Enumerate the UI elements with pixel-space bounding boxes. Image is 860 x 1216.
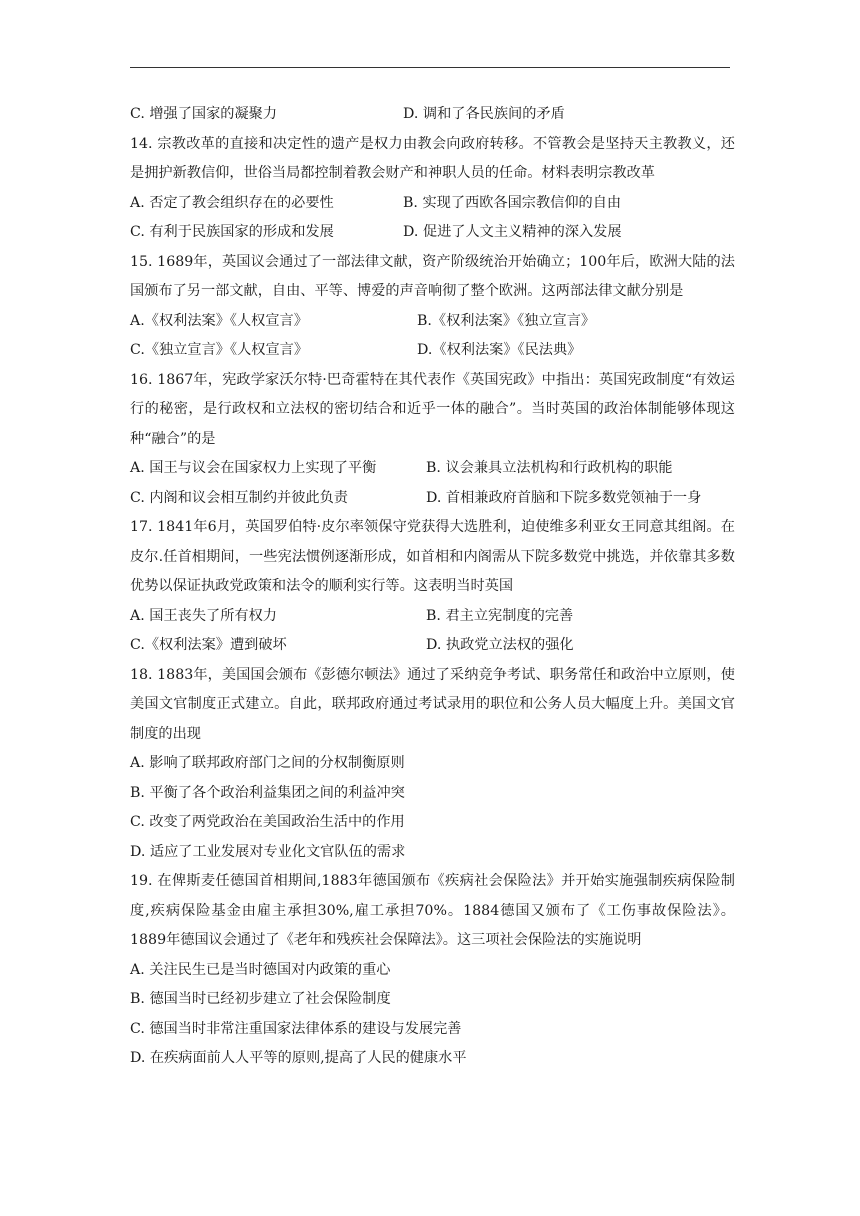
q14-stem: 14. 宗教改革的直接和决定性的遗产是权力由教会向政府转移。不管教会是坚持天主教教义，还是拥护新教信仰，世俗当局都控制着教会财产和神职人员的任命。材料表明宗教改革 [130, 135, 735, 181]
q19-option-b: B. 德国当时已经初步建立了社会保险制度 [130, 991, 391, 1007]
q17-stem: 17. 1841年6月，英国罗伯特·皮尔率领保守党获得大选胜利，迫使维多利亚女王同意其组阁。在皮尔.任首相期间，一些宪法惯例逐渐形成，如首相和内阁需从下院多数党中挑选，并依靠其多数优势以保证执政党政策和法令的顺利实行等。这表明当时英国 [130, 519, 735, 594]
q18-option-b: B. 平衡了各个政治利益集团之间的利益冲突 [130, 784, 405, 801]
q15-option-b: B.《权利法案》《独立宣言》 [417, 312, 596, 329]
q18-stem: 18. 1883年，美国国会颁布《彭德尔顿法》通过了采纳竞争考试、职务常任和政治中立原则，使美国文官制度正式建立。自此，联邦政府通过考试录用的职位和公务人员大幅度上升。美国文官制度的出现 [130, 666, 735, 742]
q16-options-row-2 [130, 484, 735, 514]
q17-option-a: A. 国王丧失了所有权力 [130, 607, 277, 624]
q19-option-c: C. 德国当时非常注重国家法律体系的建设与发展完善 [130, 1020, 462, 1037]
q18-option-a: A. 影响了联邦政府部门之间的分权制衡原则 [130, 755, 405, 771]
q17-options-row-2 [130, 631, 735, 661]
exam-page [130, 100, 735, 1074]
q17-option-b: B. 君主立宪制度的完善 [426, 607, 574, 624]
header-rule [130, 67, 730, 68]
q19-option-d: D. 在疾病面前人人平等的原则,提高了人民的健康水平 [130, 1050, 467, 1066]
q14-option-b: B. 实现了西欧各国宗教信仰的自由 [403, 194, 622, 211]
q13-option-c: C. 增强了国家的凝聚力 [130, 106, 278, 122]
q14-options-row-1 [130, 189, 735, 219]
q13-options-row [130, 100, 735, 130]
q16-option-a: A. 国王与议会在国家权力上实现了平衡 [130, 460, 377, 476]
q13-option-d: D. 调和了各民族间的矛盾 [403, 106, 565, 122]
q18-option-c: C. 改变了两党政治在美国政治生活中的作用 [130, 814, 405, 830]
q14-option-c: C. 有利于民族国家的形成和发展 [130, 224, 334, 240]
q16-options-row-1 [130, 454, 735, 484]
q15-options-row-1 [130, 307, 735, 337]
q15-stem: 15. 1689年，英国议会通过了一部法律文献，资产阶级统治开始确立；100年后，欧洲大陆的法国颁布了另一部文献，自由、平等、博爱的声音响彻了整个欧洲。这两部法律文献分别是 [130, 253, 735, 299]
q17-option-d: D. 执政党立法权的强化 [426, 637, 574, 653]
q14-option-a: A. 否定了教会组织存在的必要性 [130, 194, 334, 211]
q14-option-d: D. 促进了人文主义精神的深入发展 [403, 224, 622, 240]
q17-option-c: C.《权利法案》遭到破坏 [130, 637, 287, 653]
q18-option-d: D. 适应了工业发展对专业化文官队伍的需求 [130, 843, 406, 860]
q14-options-row-2 [130, 218, 735, 248]
q15-option-c: C.《独立宣言》《人权宣言》 [130, 342, 309, 358]
q15-option-a: A.《权利法案》《人权宣言》 [130, 312, 308, 329]
q16-option-c: C. 内阁和议会相互制约并彼此负责 [130, 489, 348, 506]
q15-options-row-2 [130, 336, 735, 366]
q19-stem: 19. 在俾斯麦任德国首相期间,1883年德国颁布《疾病社会保险法》并开始实施强制疾病保险制度,疾病保险基金由雇主承担30%,雇工承担70%。1884德国又颁布了《工伤事故保险法》。1889年德国议会通过了《老年和残疾社会保障法》。这三项社会保险法的实施说明 [130, 873, 735, 948]
q16-option-b: B. 议会兼具立法机构和行政机构的职能 [426, 460, 673, 476]
q19-option-a: A. 关注民生已是当时德国对内政策的重心 [130, 961, 391, 978]
q16-stem: 16. 1867年，宪政学家沃尔特·巴奇霍特在其代表作《英国宪政》中指出：英国宪政制度“有效运行的秘密，是行政权和立法权的密切结合和近乎一体的融合”。当时英国的政治体制能够体现这种“融合”的是 [130, 371, 735, 447]
q16-option-d: D. 首相兼政府首脑和下院多数党领袖于一身 [426, 489, 702, 506]
q17-options-row-1 [130, 602, 735, 632]
q15-option-d: D.《权利法案》《民法典》 [417, 342, 582, 358]
